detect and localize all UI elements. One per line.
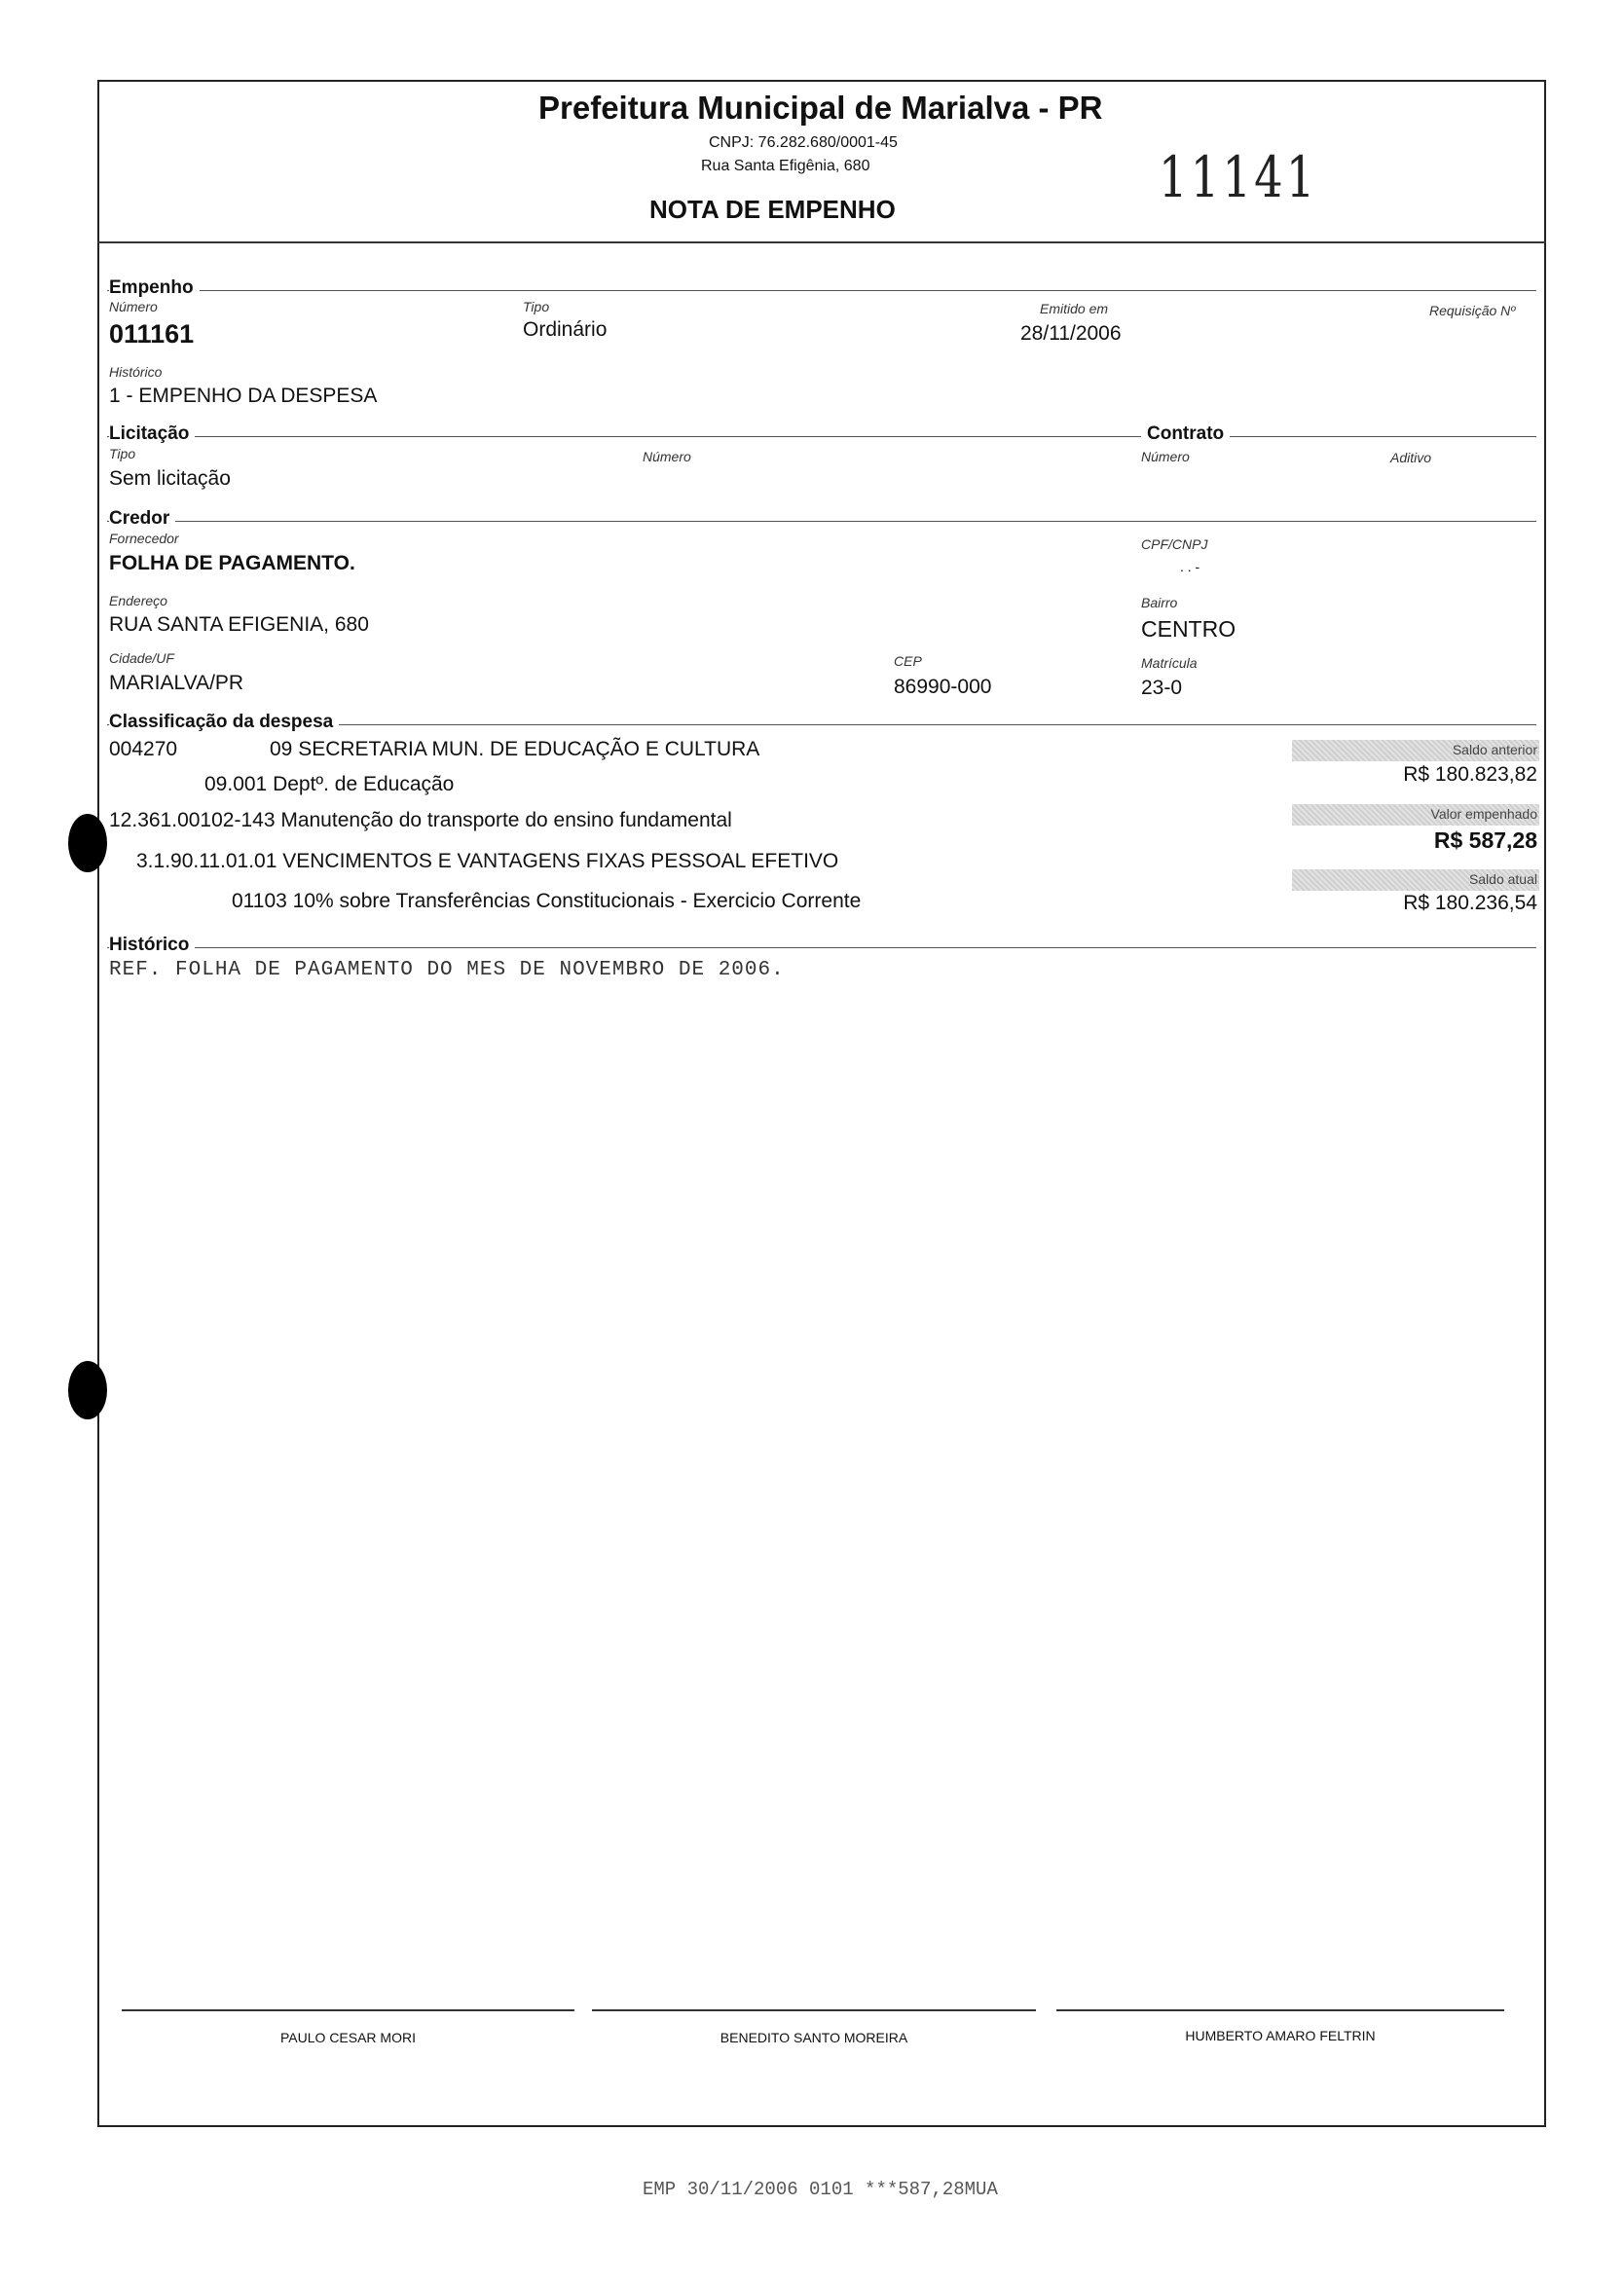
departamento: 09.001 Deptº. de Educação [204,773,455,795]
requisicao-label: Requisição Nº [1429,303,1516,318]
cidade-label: Cidade/UF [109,650,174,666]
page-title: Prefeitura Municipal de Marialva - PR [538,90,1103,126]
matricula-label: Matrícula [1141,655,1198,671]
cep-label: CEP [894,653,922,669]
address-text: Rua Santa Efigênia, 680 [701,158,870,174]
section-historico: Histórico [109,935,195,956]
valor-empenhado-value: R$ 587,28 [1433,827,1537,853]
fornecedor: FOLHA DE PAGAMENTO. [109,552,355,574]
matricula: 23-0 [1141,677,1183,699]
historico-text: REF. FOLHA DE PAGAMENTO DO MES DE NOVEMBRO DE 2006. [109,959,785,981]
section-contrato: Contrato [1141,423,1230,445]
contrato-aditivo-label: Aditivo [1390,450,1432,465]
licitacao-tipo: Sem licitação [109,467,231,490]
punch-hole-bottom [68,1361,107,1419]
cep: 86990-000 [894,676,992,698]
licitacao-tipo-label: Tipo [109,446,136,461]
empenho-rule [107,290,1536,291]
empenho-numero: 011161 [109,319,195,349]
bairro: CENTRO [1141,616,1236,642]
licitacao-rule [107,436,1536,437]
empenho-tipo: Ordinário [523,318,608,341]
classificacao-code: 004270 [109,738,178,760]
signature-line-2 [592,2009,1036,2011]
section-empenho: Empenho [109,277,200,299]
header-divider [97,241,1546,243]
empenho-historico: 1 - EMPENHO DA DESPESA [109,385,378,407]
emitido-label: Emitido em [1040,301,1109,316]
signature-line-1 [122,2009,574,2011]
empenho-numero-label: Número [109,299,158,314]
cidade: MARIALVA/PR [109,672,244,694]
handwritten-number: 11141 [1159,144,1318,210]
credor-rule [107,521,1536,522]
fornecedor-label: Fornecedor [109,531,179,546]
signature-name-3: HUMBERTO AMARO FELTRIN [1185,2028,1376,2043]
section-credor: Credor [109,508,175,530]
emitido-date: 28/11/2006 [1020,322,1122,345]
saldo-atual-value: R$ 180.236,54 [1403,892,1537,914]
secretaria: 09 SECRETARIA MUN. DE EDUCAÇÃO E CULTURA [270,738,760,760]
cnpj-text: CNPJ: 76.282.680/0001-45 [709,134,898,151]
signature-line-3 [1056,2009,1504,2011]
contrato-numero-label: Número [1141,449,1190,464]
saldo-anterior-value: R$ 180.823,82 [1403,763,1537,786]
endereco: RUA SANTA EFIGENIA, 680 [109,613,369,636]
document-type: NOTA DE EMPENHO [649,195,896,224]
saldo-atual-label: Saldo atual [1468,871,1537,887]
saldo-anterior-label: Saldo anterior [1452,742,1537,757]
cpf-label: CPF/CNPJ [1141,536,1208,552]
signature-name-2: BENEDITO SANTO MOREIRA [720,2030,908,2045]
punch-hole-top [68,814,107,872]
fonte: 01103 10% sobre Transferências Constitucionais - Exercicio Corrente [232,890,862,912]
section-licitacao: Licitação [109,423,195,445]
signature-name-1: PAULO CESAR MORI [280,2030,416,2045]
footer-stamp: EMP 30/11/2006 0101 ***587,28MUA [643,2179,998,2200]
endereco-label: Endereço [109,593,167,608]
elemento: 3.1.90.11.01.01 VENCIMENTOS E VANTAGENS FIXAS PESSOAL EFETIVO [136,850,839,872]
historico-rule [107,947,1536,948]
valor-empenhado-label: Valor empenhado [1430,806,1537,822]
licitacao-numero-label: Número [643,449,691,464]
programa: 12.361.00102-143 Manutenção do transporte do ensino fundamental [109,809,732,831]
cpf-value: . . - [1180,559,1200,574]
section-classificacao: Classificação da despesa [109,712,339,733]
empenho-tipo-label: Tipo [523,299,550,314]
empenho-historico-label: Histórico [109,364,163,380]
bairro-label: Bairro [1141,595,1178,610]
